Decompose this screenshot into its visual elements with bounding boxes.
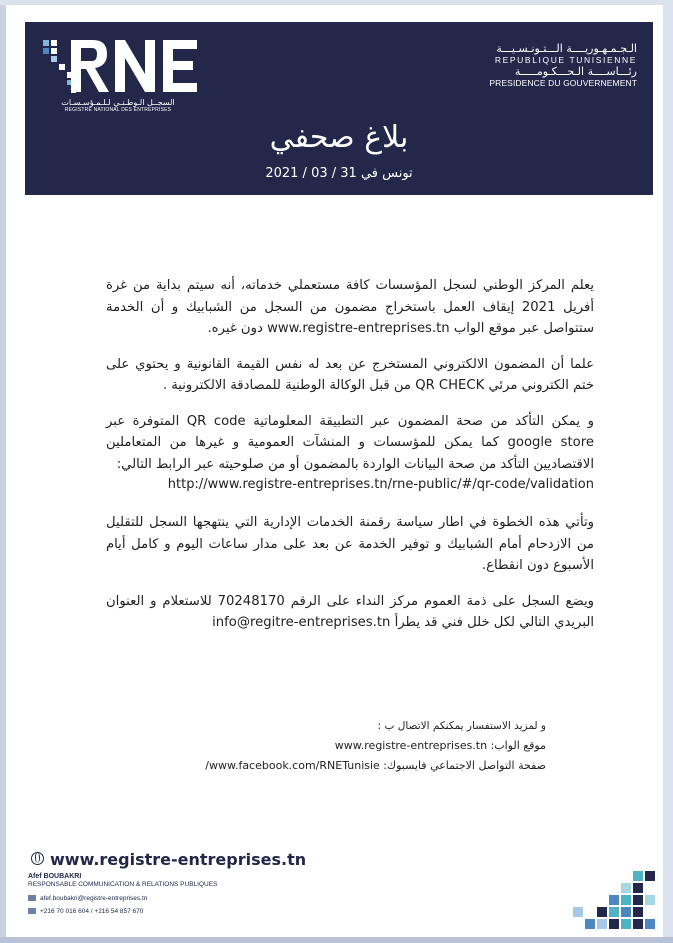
press-release-body xyxy=(106,275,594,489)
press-release-page xyxy=(6,5,663,937)
paragraph-3: و يمكن التأكد من صحة المضمون عبر التطبيقة المعلوماتية QR code المتوفرة عبر google store كما يمكن للمؤسسات و المنشآت العمومية و غيرها من المتعاملين الاقتصاديين التأكد من صحة البيانات الواردة بالمضمون أو من صلوحيته عبر الرابط التالي: xyxy=(106,413,595,472)
press-release-title: بلاغ صحفي xyxy=(269,120,409,155)
phone-icon xyxy=(28,908,36,914)
contact-title: و لمزيد الاستفسار يمكنكم الاتصال ب : xyxy=(377,720,546,732)
footer-contact-info xyxy=(28,873,217,918)
paragraph-1: يعلم المركز الوطني لسجل المؤسسات كافة مستعملي خدماته، أنه سيتم بداية من غرة أفريل 2021 إيقاف العمل باستخراج مضمون من السجل من الشبابيك و أن الخدمة ستتواصل عبر موقع الواب www.registre-entreprises.tn دون غيره. xyxy=(106,278,594,336)
presidency-arabic: رئـــاســــة الـحـــكـومـــــة xyxy=(514,65,637,78)
header-banner xyxy=(25,22,653,195)
government-masthead xyxy=(437,42,637,88)
presidency-french: PRESIDENCE DU GOUVERNEMENT xyxy=(489,78,637,88)
paragraph-4: وتأتي هذه الخطوة في اطار سياسة رقمنة الخدمات الإدارية التي ينتهجها السجل للتقليل من الازدحام أمام الشبابيك و توفير الخدمة عن بعد على مدار ساعات اليوم و كامل أيام الأسبوع دون انقطاع. xyxy=(106,515,594,573)
phone-text: +216 70 016 604 / +216 54 857 670 xyxy=(40,908,144,915)
contact-website: موقع الواب: www.registre-entreprises.tn xyxy=(334,739,546,752)
paragraph-2: علما أن المضمون الالكتروني المستخرج عن بعد له نفس القيمة القانونية و يحتوي على ختم الكتروني مرئي QR CHECK من قبل الوكالة الوطنية للمصادقة الالكترونية . xyxy=(106,356,594,393)
footer-website[interactable] xyxy=(31,850,306,869)
logo-subtitle-arabic: السجــل الـوطـنـي لـلـمـؤسـسـات xyxy=(61,98,175,107)
validation-link[interactable]: http://www.registre-entreprises.tn/rne-public/#/qr-code/validation xyxy=(167,477,594,492)
paragraph-5: ويضع السجل على ذمة العموم مركز النداء على الرقم 70248170 للاستعلام و العنوان البريدي التالي لكل خلل فني قد يطرأ info@regitre-entreprises.tn xyxy=(106,593,594,630)
globe-icon xyxy=(31,852,44,865)
phone-row xyxy=(28,905,217,918)
email-text[interactable]: afef.boubakri@registre-entreprises.tn xyxy=(40,895,148,902)
date-line: تونس في 31 / 03 / 2021 xyxy=(265,166,413,181)
logo-subtitle-french: REGISTRE NATIONAL DES ENTREPRISES xyxy=(64,107,172,113)
contact-facebook: صفحة التواصل الاجتماعي فايسبوك: www.facebook.com/RNETunisie/ xyxy=(205,759,546,772)
mail-icon xyxy=(28,895,36,901)
press-release-body-continued xyxy=(106,512,594,648)
window-bottom-edge xyxy=(0,937,673,943)
republic-french: REPUBLIQUE TUNISIENNE xyxy=(494,55,637,65)
email-row xyxy=(28,892,217,905)
republic-arabic: الـجـمـهـوريــــة الـــتـونـسـيـــة xyxy=(496,42,637,55)
footer-website-text: www.registre-entreprises.tn xyxy=(50,850,307,869)
contact-person-name: Afef BOUBAKRI xyxy=(28,873,82,880)
contact-person-role: RESPONSABLE COMMUNICATION & RELATIONS PUBLIQUES xyxy=(28,881,218,888)
contact-block xyxy=(106,716,546,776)
decorative-pixel-squares xyxy=(573,867,663,937)
window-right-edge xyxy=(663,0,673,943)
